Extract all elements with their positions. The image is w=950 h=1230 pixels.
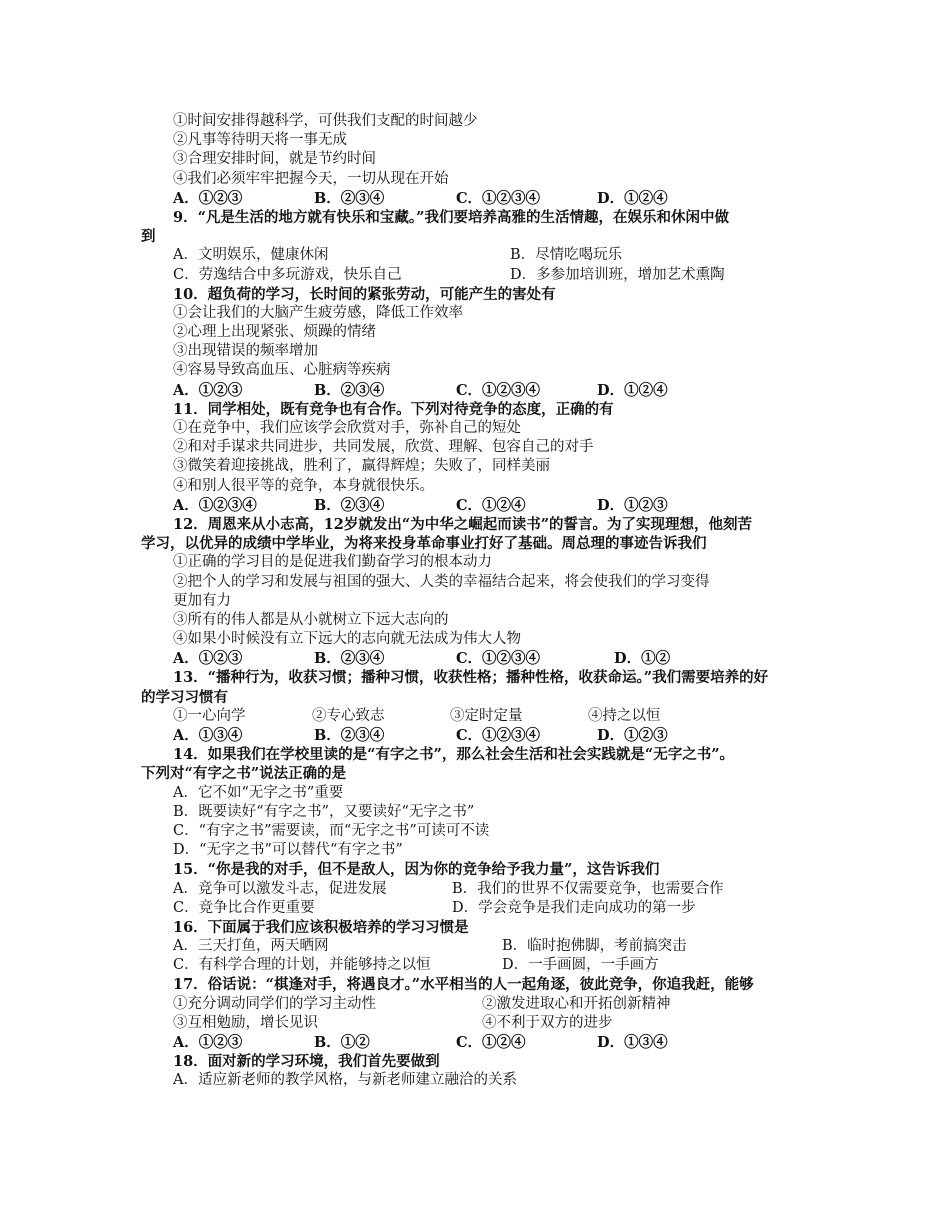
q17-item-1: ①充分调动同学们的学习主动性 bbox=[173, 995, 376, 1012]
q15-option-b[interactable]: B．我们的世界不仅需要竞争，也需要合作 bbox=[452, 880, 724, 897]
q12-item-4: ④如果小时候没有立下远大的志向就无法成为伟大人物 bbox=[173, 631, 521, 648]
q16-options-row-2 bbox=[0, 956, 950, 975]
q11-item-4: ④和别人很平等的竞争，本身就很快乐。 bbox=[173, 477, 434, 494]
q17-option-c[interactable]: C．①②④ bbox=[456, 1034, 526, 1051]
q10-item-3: ③出现错误的频率增加 bbox=[173, 343, 318, 360]
q9-options-row-1 bbox=[0, 246, 950, 265]
q13-item-1: ①一心向学 bbox=[173, 707, 246, 724]
q11-item-2: ②和对手谋求共同进步，共同发展，欣赏、理解、包容自己的对手 bbox=[173, 439, 594, 456]
q14-stem-cont: 下列对“有字之书”说法正确的是 bbox=[141, 765, 347, 783]
q8-option-b[interactable]: B．②③④ bbox=[314, 189, 385, 207]
q15-option-d[interactable]: D．学会竞争是我们走向成功的第一步 bbox=[452, 899, 696, 916]
q12-options bbox=[0, 649, 950, 668]
q17-option-d[interactable]: D．①③④ bbox=[597, 1034, 668, 1051]
q10-item-4: ④容易导致高血压、心脏病等疾病 bbox=[173, 362, 391, 379]
q17-stem: 17．俗话说：“棋逢对手，将遇良才。”水平相当的人一起角逐，彼此竞争，你追我赶，能够 bbox=[173, 976, 754, 994]
q10-option-b[interactable]: B．②③④ bbox=[314, 381, 385, 399]
q8-options bbox=[0, 189, 950, 208]
q13-option-d[interactable]: D．①②③ bbox=[597, 727, 668, 744]
q17-item-2: ②激发进取心和开拓创新精神 bbox=[482, 995, 671, 1012]
q9-option-d[interactable]: D．多参加培训班，增加艺术熏陶 bbox=[510, 266, 725, 283]
q11-options bbox=[0, 496, 950, 515]
q9-stem: 9．“凡是生活的地方就有快乐和宝藏。”我们要培养高雅的生活情趣，在娱乐和休闲中做 bbox=[173, 208, 730, 226]
q14-stem: 14．如果我们在学校里读的是“有字之书”，那么社会生活和社会实践就是“无字之书”。 bbox=[173, 746, 735, 764]
q13-option-b[interactable]: B．②③④ bbox=[314, 727, 385, 744]
q12-stem: 12．周恩来从小志高，12岁就发出“为中华之崛起而读书”的誓言。为了实现理想，他刻苦 bbox=[173, 515, 753, 533]
q12-option-c[interactable]: C．①②③④ bbox=[456, 650, 541, 668]
q8-option-c[interactable]: C．①②③④ bbox=[456, 189, 541, 207]
q9-stem-cont: 到 bbox=[141, 228, 156, 246]
q14-option-b[interactable]: B．既要读好“有字之书”，又要读好“无字之书” bbox=[173, 803, 475, 820]
q12-item-2: ②把个人的学习和发展与祖国的强大、人类的幸福结合起来，将会使我们的学习变得 bbox=[173, 573, 710, 590]
q17-items-row-1 bbox=[0, 995, 950, 1014]
q16-option-d[interactable]: D．一手画圆，一手画方 bbox=[502, 957, 659, 974]
q10-item-1: ①会让我们的大脑产生疲劳感，降低工作效率 bbox=[173, 304, 463, 321]
q18-stem: 18．面对新的学习环境，我们首先要做到 bbox=[173, 1053, 440, 1071]
q16-option-c[interactable]: C．有科学合理的计划，并能够持之以恒 bbox=[173, 957, 431, 974]
q13-option-a[interactable]: A．①③④ bbox=[173, 727, 243, 744]
q11-stem: 11．同学相处，既有竞争也有合作。下列对待竞争的态度，正确的有 bbox=[173, 400, 614, 418]
q12-item-1: ①正确的学习目的是促进我们勤奋学习的根本动力 bbox=[173, 554, 492, 571]
q13-option-c[interactable]: C．①②③④ bbox=[456, 727, 541, 744]
q16-option-a[interactable]: A．三天打鱼，两天晒网 bbox=[173, 938, 329, 955]
q11-item-3: ③微笑着迎接挑战，胜利了，赢得辉煌；失败了，同样美丽 bbox=[173, 458, 550, 475]
q10-option-d[interactable]: D．①②④ bbox=[597, 381, 668, 399]
q9-options-row-2 bbox=[0, 266, 950, 285]
q17-item-3: ③互相勉励，增长见识 bbox=[173, 1014, 318, 1031]
q18-option-a[interactable]: A．适应新老师的教学风格，与新老师建立融洽的关系 bbox=[173, 1072, 517, 1089]
q17-items-row-2 bbox=[0, 1014, 950, 1033]
q11-option-a[interactable]: A．①②③④ bbox=[173, 496, 257, 514]
q15-option-c[interactable]: C．竞争比合作更重要 bbox=[173, 899, 315, 916]
q12-option-b[interactable]: B．②③④ bbox=[314, 650, 385, 668]
q12-option-a[interactable]: A．①②③ bbox=[173, 650, 243, 668]
q8-option-d[interactable]: D．①②④ bbox=[597, 189, 668, 207]
q8-item-4: ④我们必须牢牢把握今天，一切从现在开始 bbox=[173, 170, 449, 187]
q10-stem: 10．超负荷的学习，长时间的紧张劳动，可能产生的害处有 bbox=[173, 285, 556, 303]
q14-option-d[interactable]: D．“无字之书”可以替代“有字之书” bbox=[173, 842, 403, 859]
q9-option-b[interactable]: B．尽情吃喝玩乐 bbox=[510, 247, 623, 264]
q14-option-a[interactable]: A．它不如“无字之书”重要 bbox=[173, 784, 344, 801]
q12-item-3: ③所有的伟人都是从小就树立下远大志向的 bbox=[173, 611, 449, 628]
q13-options bbox=[0, 726, 950, 745]
q12-option-d[interactable]: D．①② bbox=[614, 650, 671, 668]
q13-item-2: ②专心致志 bbox=[312, 707, 385, 724]
q17-options bbox=[0, 1033, 950, 1052]
q11-option-c[interactable]: C．①②④ bbox=[456, 496, 526, 514]
q10-option-a[interactable]: A．①②③ bbox=[173, 381, 243, 399]
q13-item-4: ④持之以恒 bbox=[588, 707, 661, 724]
q10-options bbox=[0, 381, 950, 400]
q13-stem: 13．“播种行为，收获习惯；播种习惯，收获性格；播种性格，收获命运。”我们需要培养的好 bbox=[173, 669, 769, 687]
q11-item-1: ①在竞争中，我们应该学会欣赏对手，弥补自己的短处 bbox=[173, 420, 521, 436]
q15-option-a[interactable]: A．竞争可以激发斗志，促进发展 bbox=[173, 880, 387, 897]
q8-option-a[interactable]: A．①②③ bbox=[173, 189, 243, 207]
q11-option-d[interactable]: D．①②③ bbox=[597, 496, 668, 514]
q15-stem: 15．“你是我的对手，但不是敌人，因为你的竞争给予我力量”，这告诉我们 bbox=[173, 861, 660, 879]
q10-option-c[interactable]: C．①②③④ bbox=[456, 381, 541, 399]
q8-item-2: ②凡事等待明天将一事无成 bbox=[173, 132, 347, 149]
q16-option-b[interactable]: B．临时抱佛脚，考前搞突击 bbox=[502, 938, 687, 955]
q9-option-a[interactable]: A．文明娱乐，健康休闲 bbox=[173, 247, 329, 264]
q13-stem-cont: 的学习习惯有 bbox=[141, 688, 228, 706]
q12-stem-cont: 学习，以优异的成绩中学毕业，为将来投身革命事业打好了基础。周总理的事迹告诉我们 bbox=[141, 535, 707, 553]
q15-options-row-1 bbox=[0, 880, 950, 899]
q9-option-c[interactable]: C．劳逸结合中多玩游戏，快乐自己 bbox=[173, 266, 402, 283]
q15-options-row-2 bbox=[0, 899, 950, 918]
q8-item-1: ①时间安排得越科学，可供我们支配的时间越少 bbox=[173, 113, 478, 129]
q17-option-b[interactable]: B．①② bbox=[314, 1034, 370, 1051]
q16-options-row-1 bbox=[0, 937, 950, 956]
q14-option-c[interactable]: C．“有字之书”需要读，而“无字之书”可读可不读 bbox=[173, 822, 490, 839]
q10-item-2: ②心理上出现紧张、烦躁的情绪 bbox=[173, 324, 376, 341]
q13-item-3: ③定时定量 bbox=[450, 707, 523, 724]
q12-item-2-cont: 更加有力 bbox=[173, 592, 231, 609]
q16-stem: 16．下面属于我们应该积极培养的学习习惯是 bbox=[173, 918, 469, 936]
exam-page bbox=[0, 112, 950, 1091]
q11-option-b[interactable]: B．②③④ bbox=[314, 496, 385, 514]
q17-item-4: ④不利于双方的进步 bbox=[482, 1014, 613, 1031]
q13-items bbox=[0, 707, 950, 726]
q8-item-3: ③合理安排时间，就是节约时间 bbox=[173, 151, 376, 168]
q17-option-a[interactable]: A．①②③ bbox=[173, 1034, 243, 1051]
